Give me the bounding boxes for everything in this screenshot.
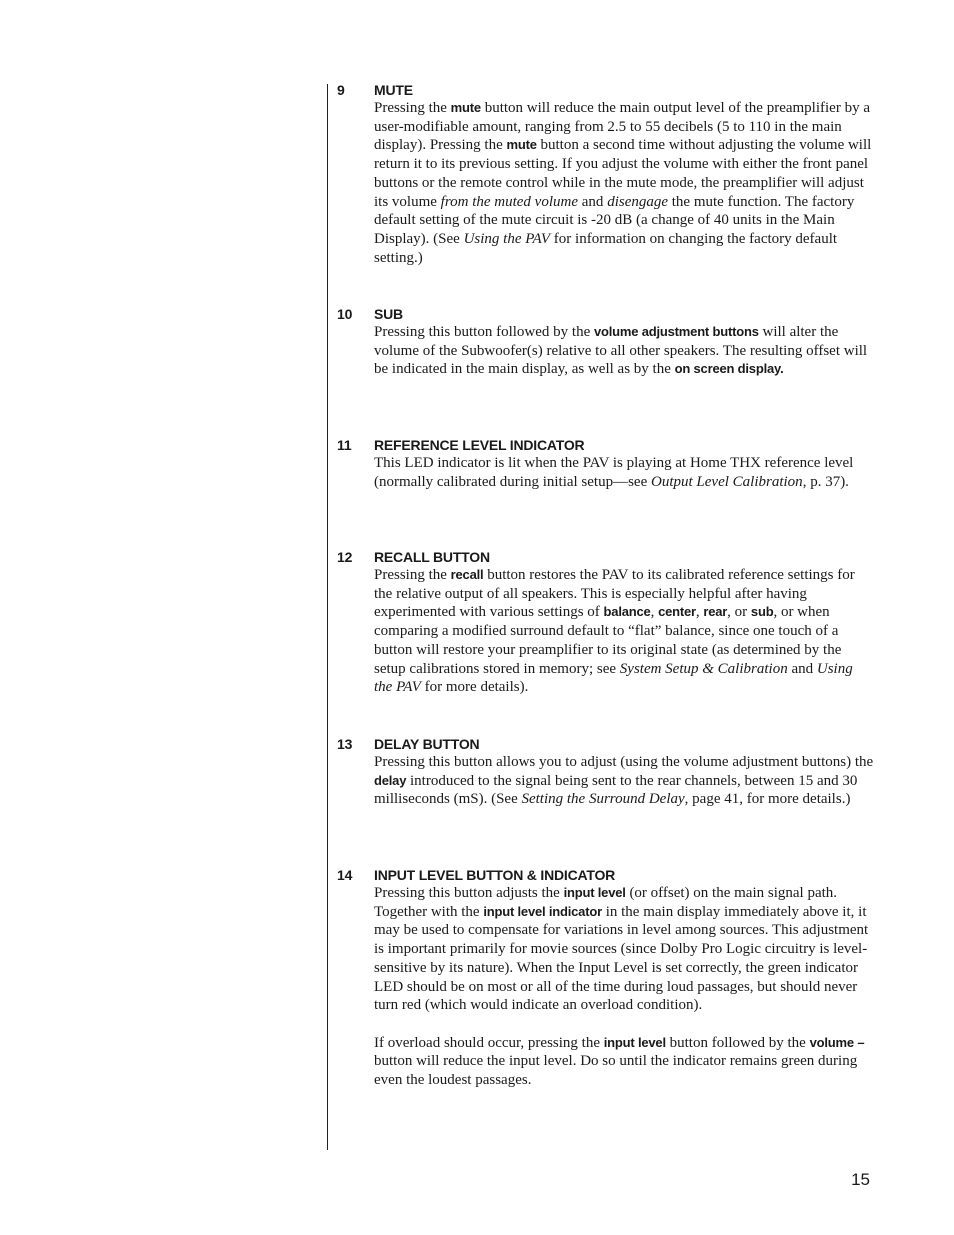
text-run: This LED indicator is lit when the PAV is playing at Home THX reference level (normally calibrated during initial setup—see (374, 455, 854, 490)
emphasis: Setting the Surround Delay (521, 791, 685, 808)
emphasis: Using the PAV (463, 230, 551, 247)
text-run: Pressing the (374, 567, 451, 583)
text-run: Pressing this button adjusts the (374, 885, 564, 901)
body-paragraph (374, 99, 874, 267)
keyword: center (658, 604, 696, 620)
text-run: (or offset) on the main signal path. Together with the (374, 885, 838, 920)
section-body (374, 454, 874, 491)
keyword: volume adjustment buttons (594, 324, 759, 339)
text-run: introduced to the signal being sent to the rear channels, between 15 and 30 milliseconds (mS). (See (374, 772, 858, 808)
keyword: input level (603, 1034, 666, 1050)
section-title: MUTE (374, 82, 413, 98)
emphasis: System Setup & Calibration (619, 660, 788, 677)
body-paragraph (374, 753, 874, 809)
keyword: input level (563, 885, 626, 900)
section-body (374, 566, 874, 697)
emphasis: Output Level Calibration (651, 473, 803, 490)
text-run: button will reduce the main output level of the preamplifier by a user-modifiable amount, ranging from 2.5 to 55 decibels (5 to 110 in the main display). Pressing the (374, 100, 870, 154)
section-body (374, 753, 874, 809)
body-paragraph (374, 884, 874, 1015)
body-paragraph (374, 1034, 874, 1090)
keyword: rear (703, 604, 728, 620)
section-title: REFERENCE LEVEL INDICATOR (374, 437, 585, 453)
text-run: the mute function. The factory default setting of the mute circuit is -20 dB (a change of 40 units in the Main Display). (See (374, 193, 855, 247)
keyword: volume – (809, 1034, 865, 1050)
text-run: Pressing the (374, 100, 451, 116)
section-title: RECALL BUTTON (374, 549, 490, 565)
section-number: 12 (337, 549, 353, 565)
section-recall-button (337, 548, 877, 697)
section-sub (337, 305, 877, 379)
emphasis: disengage (607, 193, 669, 210)
text-run: , (650, 604, 659, 621)
text-run: and (787, 660, 817, 677)
text-run: button followed by the (665, 1034, 810, 1051)
text-run: button restores the PAV to its calibrated reference settings for the relative output of all speakers. This is especially helpful after having experimented with various settings of (374, 567, 855, 621)
section-body (374, 99, 874, 267)
text-run: and (578, 193, 608, 210)
keyword: sub (750, 604, 774, 620)
text-run: Pressing this button followed by the (374, 324, 594, 340)
text-run: button a second time without adjusting the volume will return it to its previous setting. If you adjust the volume with either the front panel buttons or the remote control while in the mute mode, the preamplifier will adjust its volume (374, 137, 872, 210)
text-run: , p. 37). (802, 473, 849, 490)
text-run: Pressing this button allows you to adjust (using the volume adjustment buttons) the (374, 754, 874, 770)
section-number: 9 (337, 82, 345, 98)
section-reference-level-indicator (337, 436, 877, 491)
text-run: will alter the volume of the Subwoofer(s) relative to all other speakers. The resulting offset will be indicated in the main display, as well as by the (374, 324, 868, 378)
text-run: , (695, 604, 704, 621)
section-body (374, 884, 874, 1090)
section-heading (337, 866, 877, 884)
text-run: button will reduce the input level. Do so until the indicator remains green during even the loudest passages. (374, 1053, 858, 1089)
section-title: INPUT LEVEL BUTTON & INDICATOR (374, 867, 616, 883)
keyword: recall (450, 567, 484, 582)
text-run: If overload should occur, pressing the (374, 1034, 604, 1051)
section-heading (337, 305, 877, 323)
page-number: 15 (851, 1170, 870, 1189)
text-run: for information on changing the factory default setting.) (374, 230, 838, 266)
emphasis: Using the PAV (374, 660, 853, 696)
section-body (374, 323, 874, 379)
text-run: , page 41, for more details.) (684, 791, 851, 808)
emphasis: from the muted volume (440, 193, 579, 210)
keyword: balance (603, 604, 651, 620)
body-paragraph (374, 454, 874, 491)
section-title: DELAY BUTTON (374, 736, 480, 752)
section-number: 13 (337, 736, 353, 752)
section-number: 14 (337, 867, 353, 883)
section-heading (337, 81, 877, 99)
section-title: SUB (374, 306, 403, 322)
section-number: 10 (337, 306, 353, 322)
text-run: , or when comparing a modified surround default to “flat” balance, since one touch of a button will restore your preamplifier to its original state (as determined by the setup calibrations stored in memory; see (374, 604, 842, 677)
text-run: in the main display immediately above it, it may be used to compensate for variations in level among sources. This adjustment is important primarily for movie sources (since Dolby Pro Logic circuitry is level-sensitive by its nature). When the Input Level is set correctly, the green indicator LED should be on most or all of the time during loud passages, but should never turn red (which would indicate an overload condition). (374, 903, 869, 1014)
section-delay-button (337, 735, 877, 809)
section-heading (337, 436, 877, 454)
section-heading (337, 735, 877, 753)
section-input-level (337, 866, 877, 1090)
keyword: on screen display. (674, 361, 784, 377)
keyword: input level indicator (483, 903, 602, 919)
keyword: mute (506, 137, 537, 153)
section-heading (337, 548, 877, 566)
section-number: 11 (337, 437, 352, 453)
keyword: delay (374, 772, 407, 788)
margin-rule (327, 84, 328, 1150)
text-run: , or (727, 604, 751, 621)
text-run: for more details). (420, 679, 529, 696)
body-paragraph (374, 566, 874, 697)
section-mute (337, 81, 877, 267)
keyword: mute (450, 100, 481, 115)
body-paragraph (374, 323, 874, 379)
